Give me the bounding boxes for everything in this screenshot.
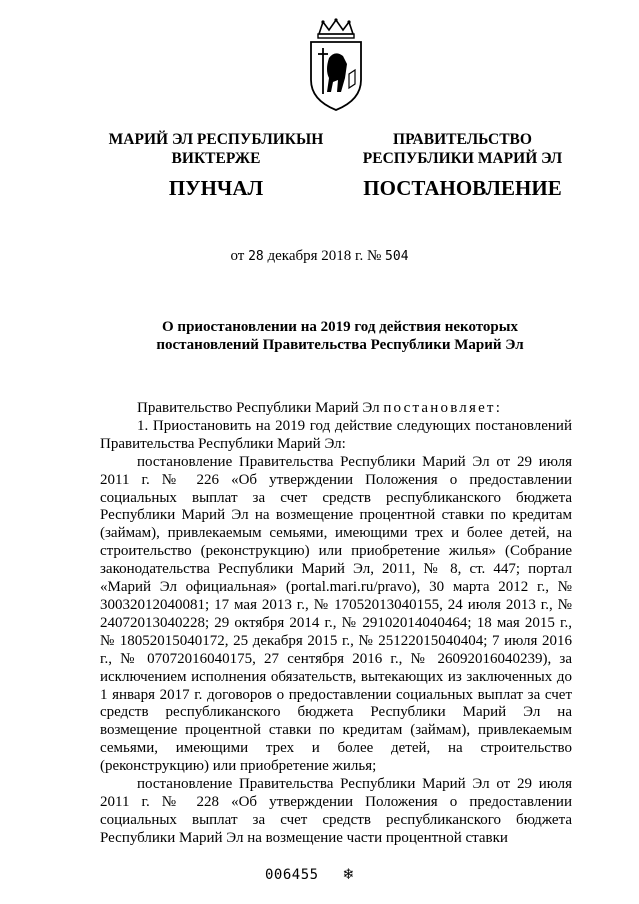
coat-of-arms-icon (305, 18, 367, 112)
header-right-title: ПОСТАНОВЛЕНИЕ (363, 176, 562, 200)
footer (265, 864, 354, 883)
header-left-line1: МАРИЙ ЭЛ РЕСПУБЛИКЫН (108, 131, 324, 148)
paragraph-3: постановление Правительства Республики Марий Эл от 29 июля 2011 г. № 228 «Об утверждении Положения о предоставлении социальных выплат за счет средств республиканского бюджета Республики Марий Эл на возмещение части процентной ставки (100, 776, 572, 846)
header-right-line2: РЕСПУБЛИКИ МАРИЙ ЭЛ (362, 150, 563, 167)
header-left-title: ПУНЧАЛ (168, 176, 264, 200)
paragraph-2: постановление Правительства Республики Марий Эл от 29 июля 2011 г. № 226 «Об утверждении Положения о предоставлении социальных выплат за счет средств республиканского бюджета Республики Марий Эл на возмещение процентной ставки по кредитам (займам), привлекаемым семьями, имеющими трех и более детей, на строительство (реконструкцию) или приобретение жилья» (Собрание законодательства Республики Марий Эл, 2011, № 8, ст. 447; портал «Марий Эл официальная» (portal.mari.ru/pravo), 30 марта 2012 г., № 30032012040081; 17 мая 2013 г., № 17052013040155, 24 июля 2013 г., № 24072013040228; 29 октября 2014 г., № 29102014040464; 18 мая 2015 г., № 18052015040172, 25 декабря 2015 г., № 25122015040404; 7 июля 2016 г., № 07072016040175, 27 сентября 2016 г., № 26092016040239), за исключением исполнения обязательств, вытекающих из заключенных до 1 января 2017 г. договоров о предоставлении социальных выплат за счет средств республиканского бюджета Республики Марий Эл на возмещение процентной ставки по кредитам (займам), привлекаемым семьями, имеющими трех и более детей, на строительство (реконструкцию) или приобретение жилья; (100, 453, 572, 775)
document-title (120, 318, 560, 354)
date-prefix: от (230, 248, 245, 264)
intro-paragraph (100, 400, 572, 418)
header-left (100, 130, 332, 200)
header-right (360, 130, 565, 200)
intro-text: Правительство Республики Марий Эл (137, 400, 384, 416)
document-date (0, 248, 639, 265)
header-left-line2: ВИКТЕРЖЕ (171, 150, 261, 167)
title-line1: О приостановлении на 2019 год действия некоторых (162, 319, 518, 335)
serial-number: 006455 (265, 867, 319, 883)
paragraph-1: 1. Приостановить на 2019 год действие следующих постановлений Правительства Республики Марий Эл: (100, 417, 572, 452)
intro-verb: постановляет: (383, 400, 503, 416)
date-middle: декабря 2018 г. № (267, 248, 382, 264)
document-body (100, 400, 572, 848)
header-right-line1: ПРАВИТЕЛЬСТВО (393, 131, 532, 148)
snowflake-icon: ❄ (343, 864, 354, 883)
title-line2: постановлений Правительства Республики Марий Эл (156, 337, 524, 353)
date-day: 28 (248, 249, 264, 264)
document-number: 504 (385, 249, 409, 264)
